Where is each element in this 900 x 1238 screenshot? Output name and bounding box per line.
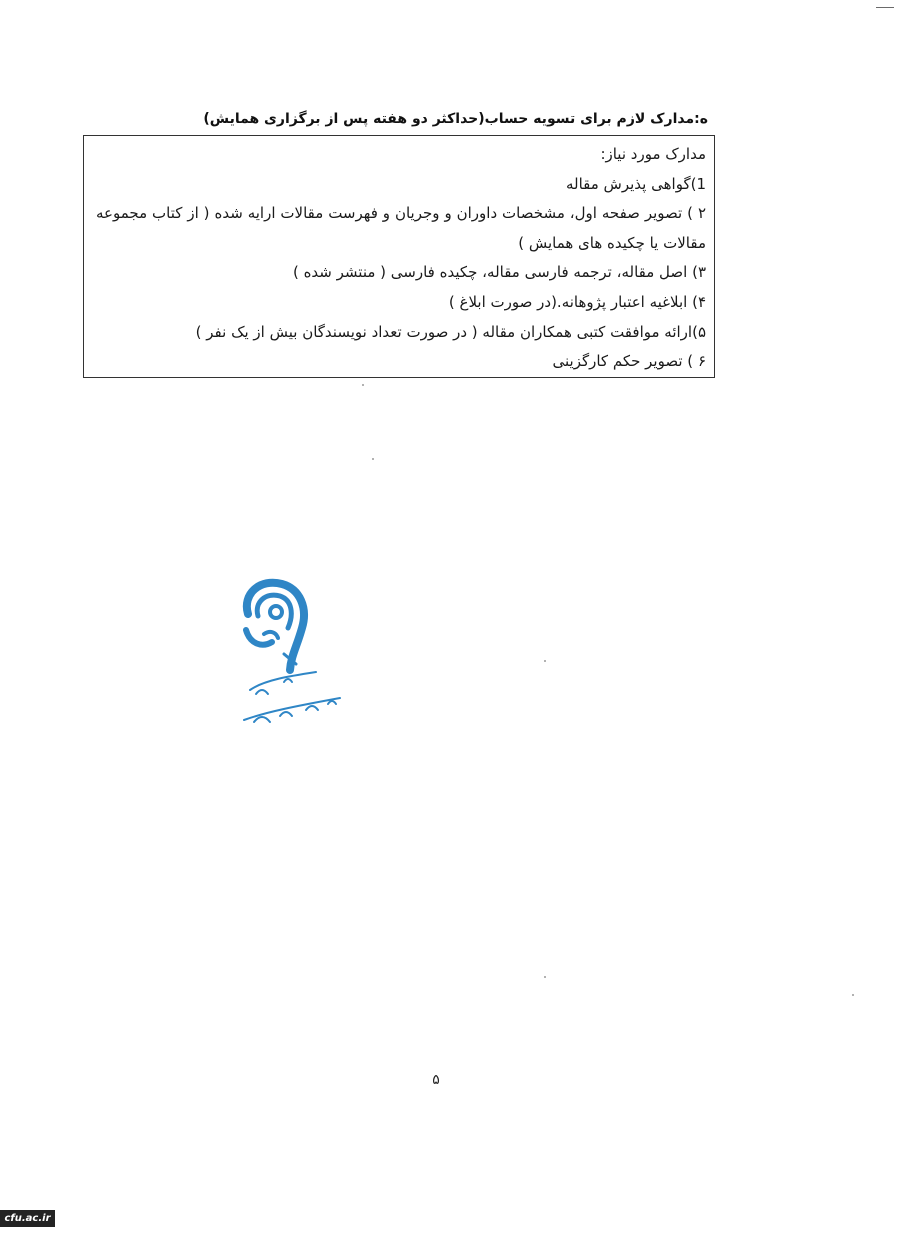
document-item-5: ۵)ارائه موافقت کتبی همکاران مقاله ( در صورت تعداد نویسندگان بیش از یک نفر ) <box>195 322 706 341</box>
document-item-3: ۳) اصل مقاله، ترجمه فارسی مقاله، چکیده فارسی ( منتشر شده ) <box>292 263 706 282</box>
document-item-2: ۲ ) تصویر صفحه اول، مشخصات داوران و وجریان و فهرست مقالات ارایه شده ( از کتاب مجموعه مقالات یا چکیده های همایش ) <box>96 204 706 252</box>
section-heading: ه:مدارک لازم برای تسویه حساب(حداکثر دو هفته پس از برگزاری همایش) <box>203 111 708 127</box>
scan-speck <box>362 384 364 386</box>
scan-mark <box>876 7 894 8</box>
scan-speck <box>544 660 546 662</box>
required-documents-box <box>83 135 715 378</box>
document-item-1: 1)گواهی پذیرش مقاله <box>565 174 706 193</box>
document-item-6: ۶ ) تصویر حکم کارگزینی <box>552 352 706 371</box>
document-item-4: ۴) ابلاغیه اعتبار پژوهانه.(در صورت ابلاغ ) <box>448 292 706 311</box>
scan-speck <box>544 976 546 978</box>
scan-speck <box>372 458 374 460</box>
university-stamp <box>236 572 356 732</box>
documents-intro: مدارک مورد نیاز: <box>600 145 706 163</box>
university-logo-icon <box>236 572 356 732</box>
site-watermark: cfu.ac.ir <box>0 1210 55 1227</box>
scan-speck <box>852 994 854 996</box>
page-number: ۵ <box>432 1072 440 1088</box>
